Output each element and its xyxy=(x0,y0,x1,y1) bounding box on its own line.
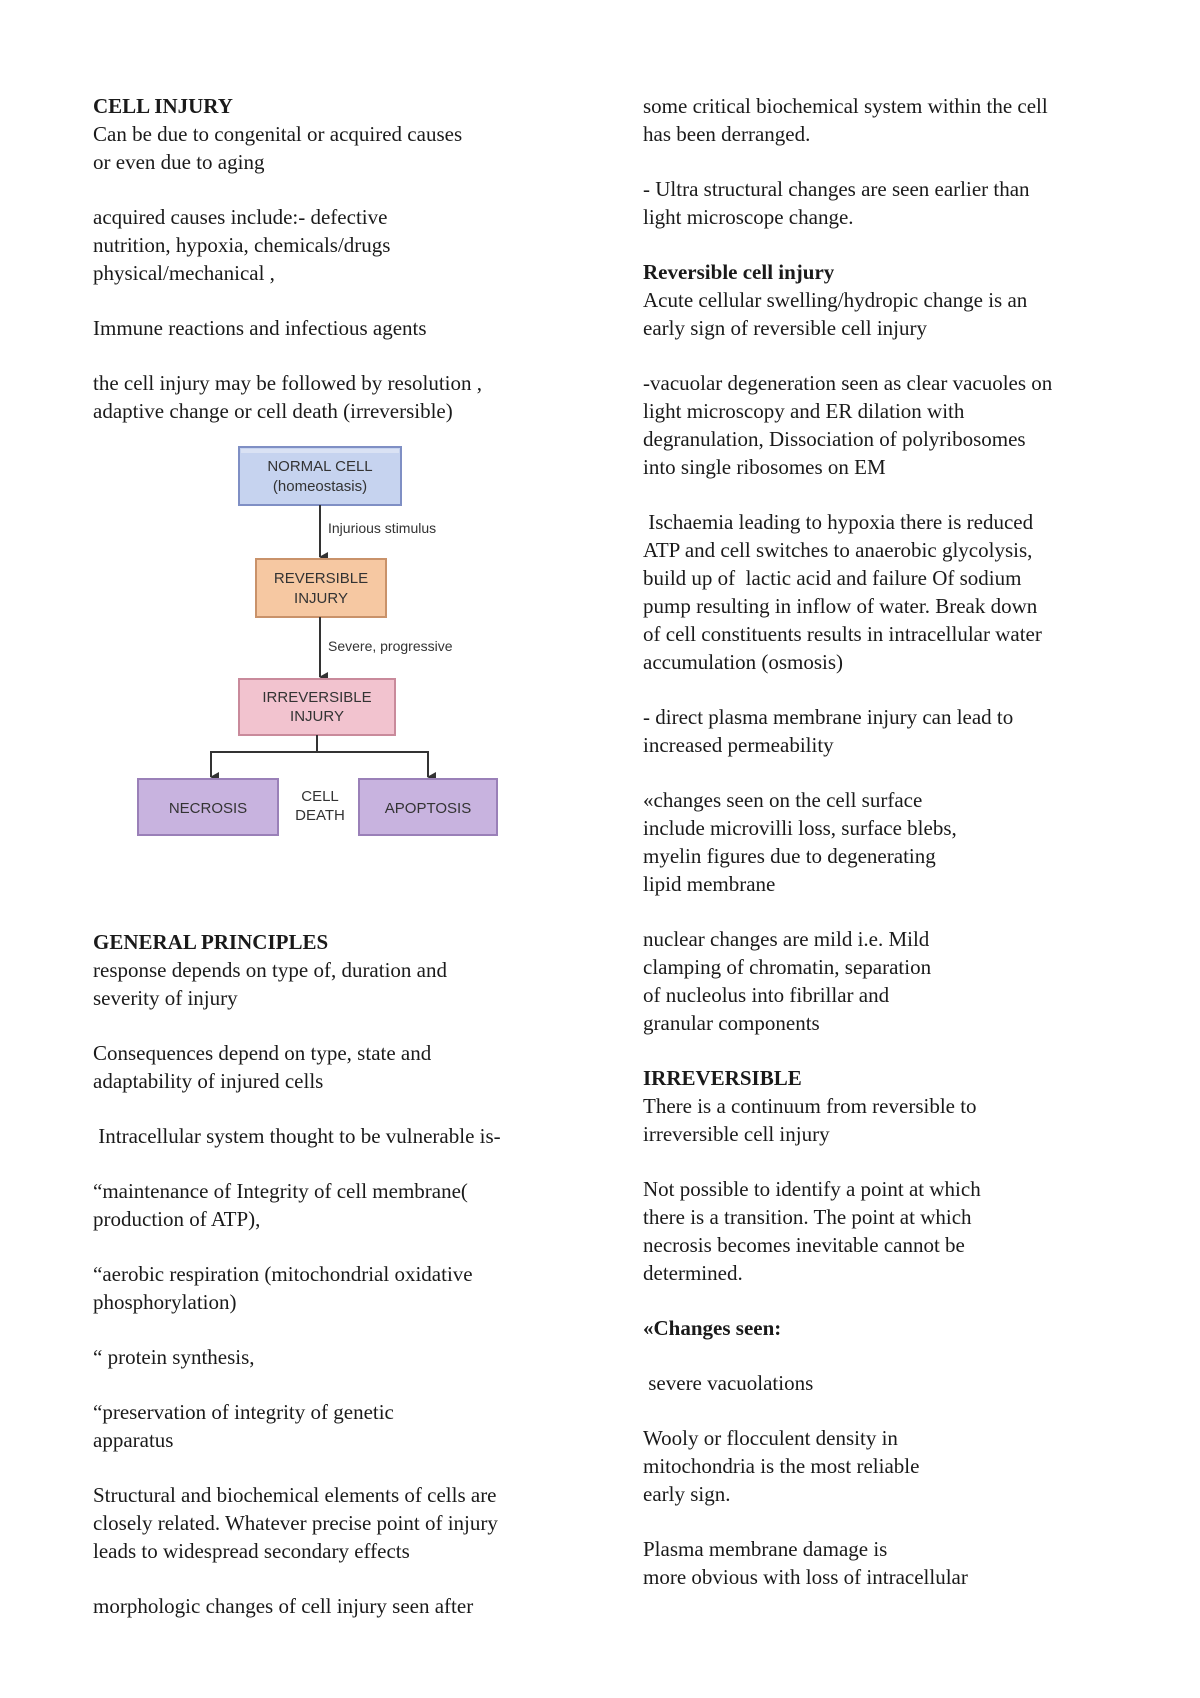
irreversible-injury-box xyxy=(239,679,395,735)
diagram-svg xyxy=(93,427,543,842)
changes-section xyxy=(643,1314,1133,1342)
text-line: There is a continuum from reversible to xyxy=(643,1094,977,1118)
text-line: phosphorylation) xyxy=(93,1290,237,1314)
apoptosis-label: APOPTOSIS xyxy=(384,800,472,817)
text-line: early sign of reversible cell injury xyxy=(643,316,927,340)
text-line: mitochondria is the most reliable xyxy=(643,1454,920,1478)
rev-paragraph-5 xyxy=(643,786,1133,898)
text-line: acquired causes include:- defective xyxy=(93,205,388,229)
immune-paragraph xyxy=(93,314,613,342)
text-line: nuclear changes are mild i.e. Mild xyxy=(643,927,930,951)
text-line: Intracellular system thought to be vulnerable is- xyxy=(93,1124,501,1148)
changes-paragraph-1 xyxy=(643,1369,1133,1397)
cell-injury-section xyxy=(93,92,613,176)
necrosis-box xyxy=(138,779,278,835)
gp-paragraph-5 xyxy=(93,1260,613,1316)
gp-paragraph-6 xyxy=(93,1343,613,1371)
reversible-label: REVERSIBLE xyxy=(273,570,369,587)
text-line: “ protein synthesis, xyxy=(93,1345,255,1369)
apoptosis-box xyxy=(359,779,497,835)
text-line: into single ribosomes on EM xyxy=(643,455,886,479)
text-line: “aerobic respiration (mitochondrial oxidative xyxy=(93,1262,473,1286)
text-line: lipid membrane xyxy=(643,872,776,896)
normal-cell-label: NORMAL CELL xyxy=(267,458,373,475)
text-line: include microvilli loss, surface blebs, xyxy=(643,816,957,840)
severe-progressive-label: Severe, progressive xyxy=(328,638,453,654)
acquired-causes-paragraph xyxy=(93,203,613,287)
irreversible-section xyxy=(643,1064,1133,1148)
gp-paragraph-2 xyxy=(93,1039,613,1095)
irr-paragraph-2 xyxy=(643,1175,1133,1287)
text-line: there is a transition. The point at which xyxy=(643,1205,972,1229)
irr-paragraph-1 xyxy=(643,1092,1133,1148)
text-line: Immune reactions and infectious agents xyxy=(93,316,427,340)
irreversible-label: IRREVERSIBLE xyxy=(262,689,372,706)
intro-paragraph xyxy=(93,120,613,176)
text-line: build up of lactic acid and failure Of sodium xyxy=(643,566,1022,590)
text-line: leads to widespread secondary effects xyxy=(93,1539,410,1563)
rev-paragraph-2 xyxy=(643,369,1133,481)
text-line: some critical biochemical system within the cell xyxy=(643,94,1048,118)
text-line: Plasma membrane damage is xyxy=(643,1537,888,1561)
reversible-injury-box xyxy=(256,559,386,617)
text-line: Can be due to congenital or acquired causes xyxy=(93,122,463,146)
gp-paragraph-9 xyxy=(93,1592,613,1620)
text-line: of nucleolus into fibrillar and xyxy=(643,983,890,1007)
critical-system-paragraph xyxy=(643,92,1133,148)
injurious-stimulus-label: Injurious stimulus xyxy=(328,520,437,536)
text-line: -vacuolar degeneration seen as clear vacuoles on xyxy=(643,371,1053,395)
rev-paragraph-3 xyxy=(643,508,1133,676)
left-column xyxy=(93,92,613,1647)
text-line: irreversible cell injury xyxy=(643,1122,830,1146)
gp-paragraph-4 xyxy=(93,1177,613,1233)
text-line: closely related. Whatever precise point of injury xyxy=(93,1511,498,1535)
cell-death-sublabel: DEATH xyxy=(295,807,345,824)
text-line: the cell injury may be followed by resolution , xyxy=(93,371,482,395)
changes-seen-heading: «Changes seen: xyxy=(643,1316,782,1340)
text-line: light microscope change. xyxy=(643,205,854,229)
reversible-sublabel: INJURY xyxy=(294,590,348,607)
text-line: “preservation of integrity of genetic xyxy=(93,1400,394,1424)
changes-paragraph-3 xyxy=(643,1535,1133,1591)
arrow-to-apoptosis xyxy=(317,752,428,777)
text-line: has been derranged. xyxy=(643,122,811,146)
text-line: myelin figures due to degenerating xyxy=(643,844,936,868)
text-line: response depends on type of, duration and xyxy=(93,958,447,982)
arrow-to-necrosis xyxy=(211,735,317,777)
reversible-heading: Reversible cell injury xyxy=(643,260,835,284)
text-line: necrosis becomes inevitable cannot be xyxy=(643,1233,965,1257)
text-line: degranulation, Dissociation of polyribosomes xyxy=(643,427,1026,451)
cell-injury-heading: CELL INJURY xyxy=(93,94,233,118)
right-column xyxy=(643,92,1133,1618)
rev-paragraph-6 xyxy=(643,925,1133,1037)
followed-paragraph xyxy=(93,369,613,425)
text-line: adaptability of injured cells xyxy=(93,1069,324,1093)
reversible-section xyxy=(643,258,1133,342)
necrosis-label: NECROSIS xyxy=(168,800,248,817)
text-line: Consequences depend on type, state and xyxy=(93,1041,432,1065)
text-line: Wooly or flocculent density in xyxy=(643,1426,898,1450)
text-line: Ischaemia leading to hypoxia there is reduced xyxy=(643,510,1034,534)
normal-cell-sublabel: (homeostasis) xyxy=(272,478,368,495)
text-line: severe vacuolations xyxy=(643,1371,814,1395)
gp-paragraph-3 xyxy=(93,1122,613,1150)
irreversible-heading: IRREVERSIBLE xyxy=(643,1066,802,1090)
changes-paragraph-2 xyxy=(643,1424,1133,1508)
text-line: - Ultra structural changes are seen earlier than xyxy=(643,177,1030,201)
general-principles-section xyxy=(93,928,613,1012)
text-line: granular components xyxy=(643,1011,820,1035)
text-line: ATP and cell switches to anaerobic glycolysis, xyxy=(643,538,1033,562)
text-line: or even due to aging xyxy=(93,150,265,174)
text-line: severity of injury xyxy=(93,986,238,1010)
text-line: light microscopy and ER dilation with xyxy=(643,399,965,423)
text-line: Not possible to identify a point at which xyxy=(643,1177,981,1201)
rev-paragraph-1 xyxy=(643,286,1133,342)
general-principles-heading: GENERAL PRINCIPLES xyxy=(93,930,329,954)
text-line: Acute cellular swelling/hydropic change is an xyxy=(643,288,1028,312)
text-line: determined. xyxy=(643,1261,743,1285)
text-line: more obvious with loss of intracellular xyxy=(643,1565,968,1589)
text-line: morphologic changes of cell injury seen after xyxy=(93,1594,474,1618)
text-line: «changes seen on the cell surface xyxy=(643,788,923,812)
text-line: Structural and biochemical elements of cells are xyxy=(93,1483,497,1507)
cell-death-label: CELL xyxy=(301,788,339,805)
text-line: pump resulting in inflow of water. Break down xyxy=(643,594,1038,618)
text-line: adaptive change or cell death (irreversible) xyxy=(93,399,453,423)
text-line: production of ATP), xyxy=(93,1207,261,1231)
text-line: apparatus xyxy=(93,1428,174,1452)
text-line: early sign. xyxy=(643,1482,731,1506)
normal-cell-box xyxy=(239,447,401,505)
gp-paragraph-7 xyxy=(93,1398,613,1454)
rev-paragraph-4 xyxy=(643,703,1133,759)
text-line: nutrition, hypoxia, chemicals/drugs xyxy=(93,233,391,257)
ultrastructural-paragraph xyxy=(643,175,1133,231)
text-line: “maintenance of Integrity of cell membrane( xyxy=(93,1179,468,1203)
irreversible-sublabel: INJURY xyxy=(290,708,344,725)
text-line: clamping of chromatin, separation xyxy=(643,955,932,979)
cell-injury-diagram xyxy=(93,427,543,842)
text-line: physical/mechanical , xyxy=(93,261,275,285)
text-line: of cell constituents results in intracellular water xyxy=(643,622,1042,646)
gp-paragraph-1 xyxy=(93,956,613,1012)
text-line: - direct plasma membrane injury can lead to xyxy=(643,705,1014,729)
text-line: increased permeability xyxy=(643,733,834,757)
gp-paragraph-8 xyxy=(93,1481,613,1565)
text-line: accumulation (osmosis) xyxy=(643,650,844,674)
